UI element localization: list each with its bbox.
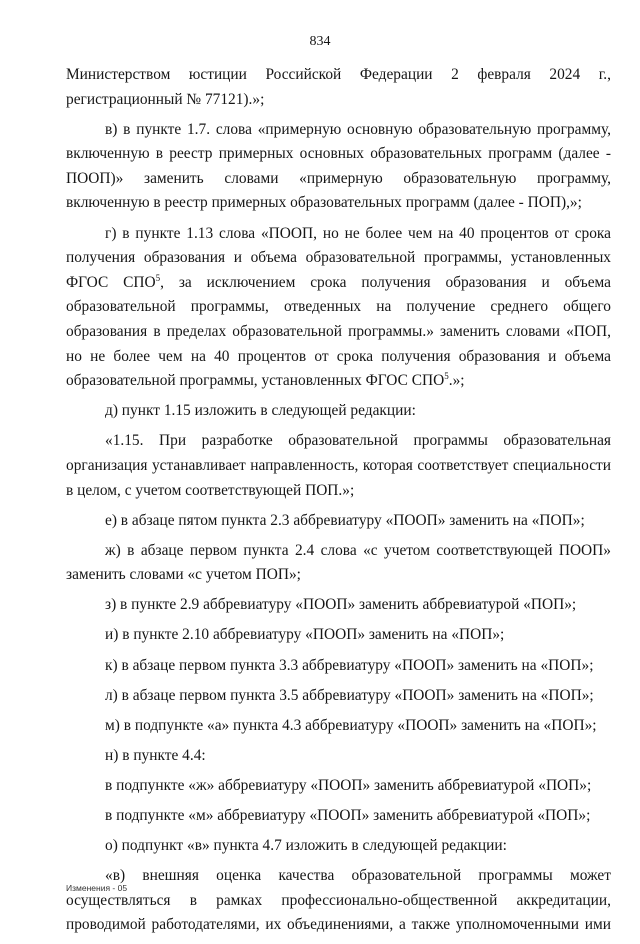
paragraph-clause-v: «в) внешняя оценка качества образовательной программы может осуществляться в рамках профессионально-общественной аккредитации, проводимой работодателями, их объединениями, а также уполномоченными ими — [66, 867, 611, 934]
paragraph-item-m: м) в подпункте «а» пункта 4.3 аббревиатуру «ПООП» заменить на «ПОП»; — [105, 716, 597, 734]
paragraph-item-z: з) в пункте 2.9 аббревиатуру «ПООП» заменить аббревиатурой «ПОП»; — [105, 596, 577, 614]
paragraph-item-n: н) в пункте 4.4: — [105, 746, 206, 764]
paragraph-item-d: д) пункт 1.15 изложить в следующей редакции: — [105, 402, 416, 420]
paragraph-item-l: л) в абзаце первом пункта 3.5 аббревиатуру «ПООП» заменить на «ПОП»; — [105, 686, 594, 704]
document-body — [66, 63, 611, 944]
paragraph-item-zh: ж) в абзаце первом пункта 2.4 слова «с учетом соответствующей ПООП» заменить словами «с учетом ПОП»; — [66, 541, 611, 584]
paragraph-registration: Министерством юстиции Российской Федерации 2 февраля 2024 г., регистрационный № 77121).»; — [66, 66, 611, 108]
paragraph-item-i: и) в пункте 2.10 аббревиатуру «ПООП» заменить на «ПОП»; — [105, 626, 505, 644]
footer-note: Изменения - 05 — [66, 883, 128, 893]
footnote-reference: 5 — [444, 371, 449, 382]
footnote-reference: 5 — [155, 272, 161, 283]
page-number: 834 — [309, 34, 331, 49]
paragraph-item-g: г) в пункте 1.13 слова «ПООП, но не более чем на 40 процентов от срока получения образования и объема образовательной программы, установленных ФГОС СПО$^5$, за исключением срока получения образования и объема образовательной программы, отведенных на получение среднего общего образования в пределах образовательной программы.» заменить словами «ПОП, но не более чем на 40 процентов от срока получения образования и объема образовательной программы, установленных ФГОС СПО$^5$.»; — [66, 224, 611, 390]
paragraph-item-v: в) в пункте 1.7. слова «примерную основную образовательную программу, включенную в реестр примерных основных образовательных программ (далее - ПООП)» заменить словами «примерную образовательную программу, включенную в реестр примерных образовательных программ (далее - ПОП),»; — [66, 120, 611, 212]
paragraph-item-e: е) в абзаце пятом пункта 2.3 аббревиатуру «ПООП» заменить на «ПОП»; — [105, 511, 585, 529]
paragraph-item-o: о) подпункт «в» пункта 4.7 изложить в следующей редакции: — [105, 837, 507, 855]
paragraph-clause-1-15: «1.15. При разработке образовательной программы образовательная организация устанавливает направленность, которая соответствует специальности в целом, с учетом соответствующей ПОП.»; — [66, 432, 611, 499]
paragraph-item-k: к) в абзаце первом пункта 3.3 аббревиатуру «ПООП» заменить на «ПОП»; — [105, 656, 594, 674]
paragraph-subitem-m: в подпункте «м» аббревиатуру «ПООП» заменить аббревиатурой «ПОП»; — [105, 807, 591, 825]
paragraph-subitem-zh: в подпункте «ж» аббревиатуру «ПООП» заменить аббревиатурой «ПОП»; — [105, 776, 592, 794]
